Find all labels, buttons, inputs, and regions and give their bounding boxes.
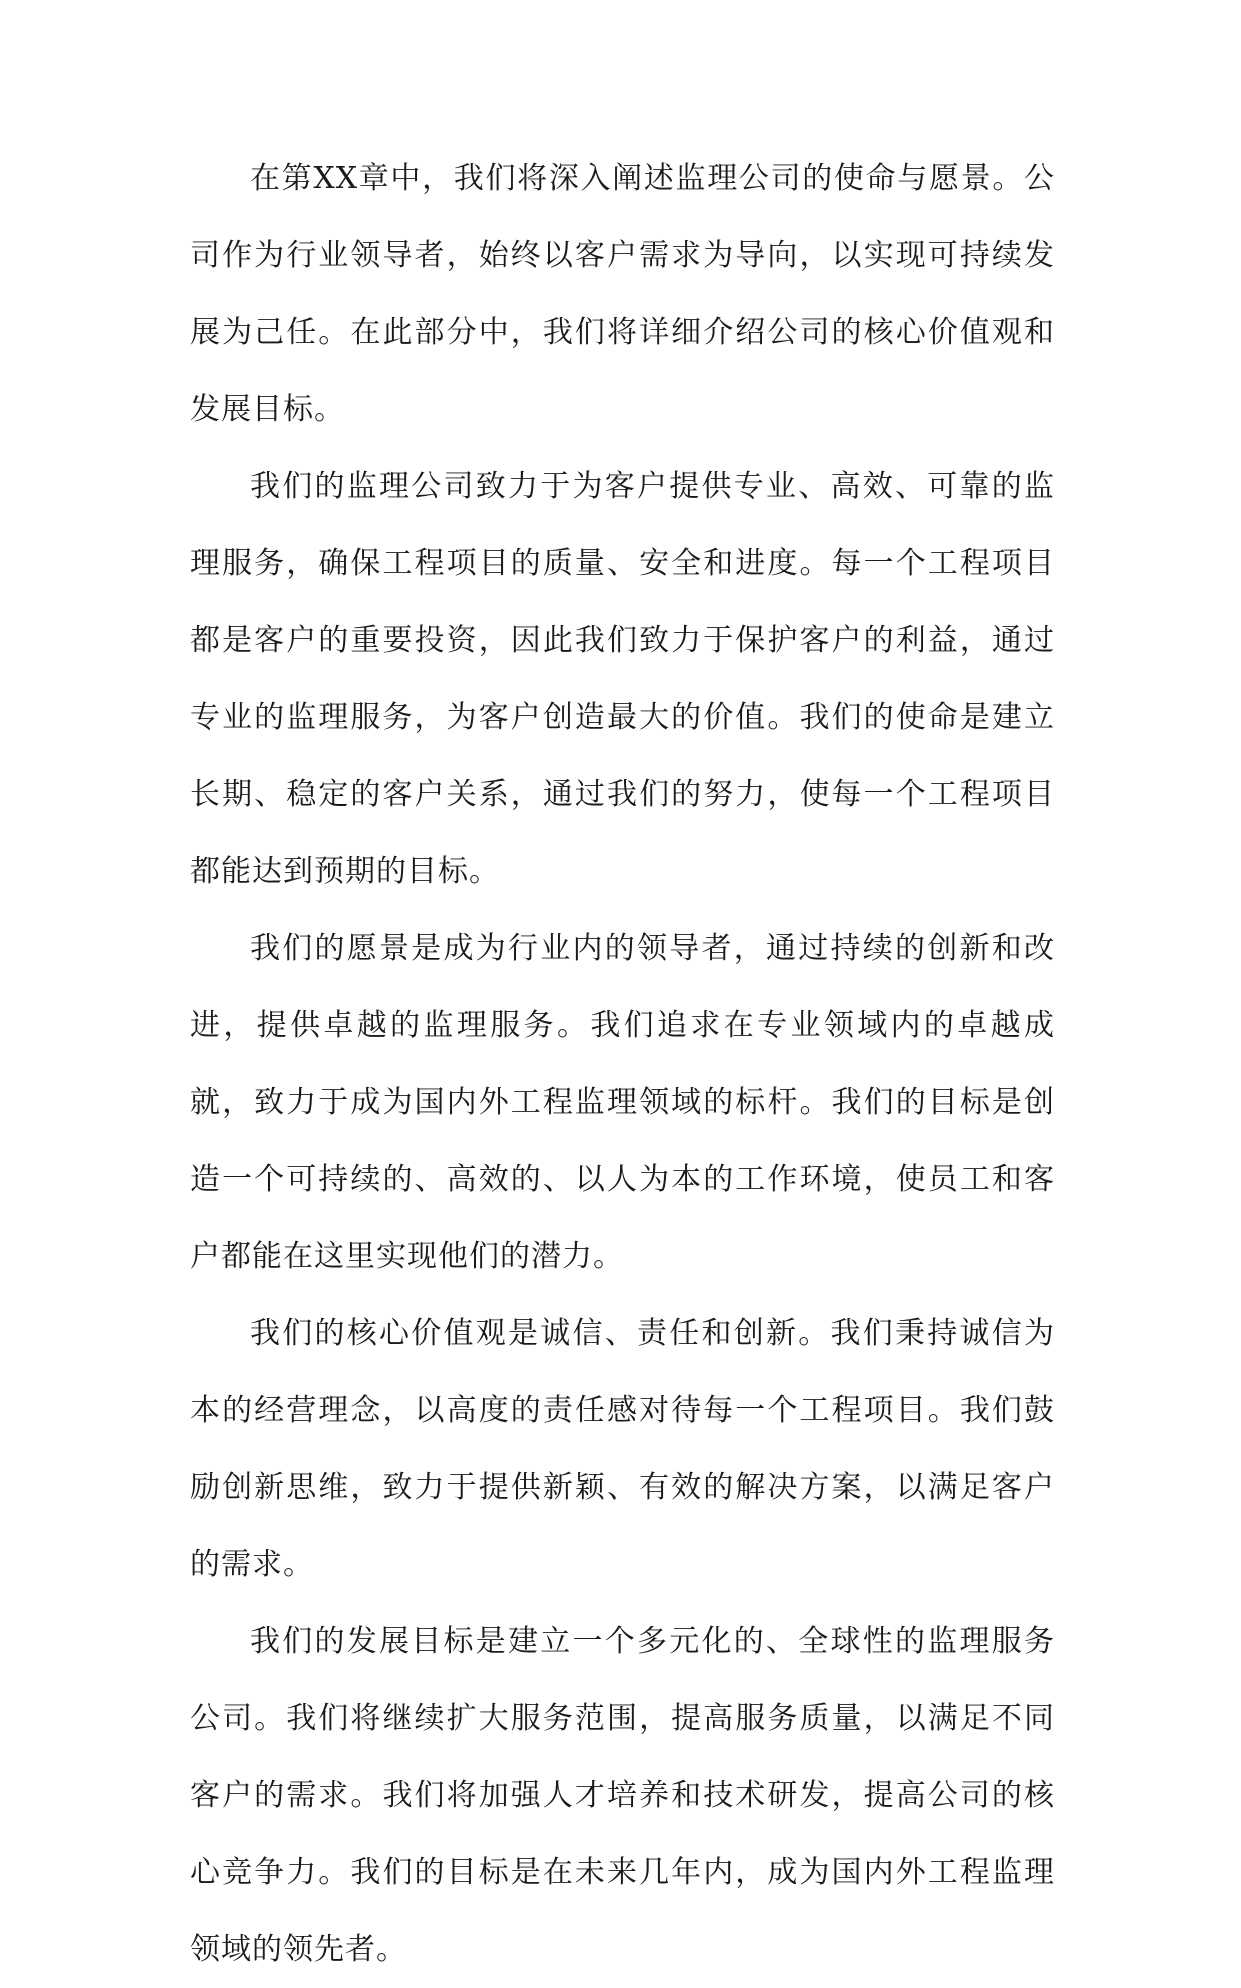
paragraph-mission: 我们的监理公司致力于为客户提供专业、高效、可靠的监理服务，确保工程项目的质量、安全和进度。每一个工程项目都是客户的重要投资，因此我们致力于保护客户的利益，通过专业的监理服务，为客户创造最大的价值。我们的使命是建立长期、稳定的客户关系，通过我们的努力，使每一个工程项目都能达到预期的目标。 [190, 469, 1055, 889]
paragraph-intro: 在第XX章中，我们将深入阐述监理公司的使命与愿景。公司作为行业领导者，始终以客户需求为导向，以实现可持续发展为己任。在此部分中，我们将详细介绍公司的核心价值观和发展目标。 [190, 161, 1055, 427]
paragraph-vision: 我们的愿景是成为行业内的领导者，通过持续的创新和改进，提供卓越的监理服务。我们追求在专业领域内的卓越成就，致力于成为国内外工程监理领域的标杆。我们的目标是创造一个可持续的、高效的、以人为本的工作环境，使员工和客户都能在这里实现他们的潜力。 [190, 931, 1055, 1274]
paragraph-development-goals: 我们的发展目标是建立一个多元化的、全球性的监理服务公司。我们将继续扩大服务范围，提高服务质量，以满足不同客户的需求。我们将加强人才培养和技术研发，提高公司的核心竞争力。我们的目标是在未来几年内，成为国内外工程监理领域的领先者。 [190, 1624, 1055, 1967]
paragraph-core-values: 我们的核心价值观是诚信、责任和创新。我们秉持诚信为本的经营理念，以高度的责任感对待每一个工程项目。我们鼓励创新思维，致力于提供新颖、有效的解决方案，以满足客户的需求。 [190, 1316, 1055, 1582]
document-body [190, 140, 1055, 1988]
